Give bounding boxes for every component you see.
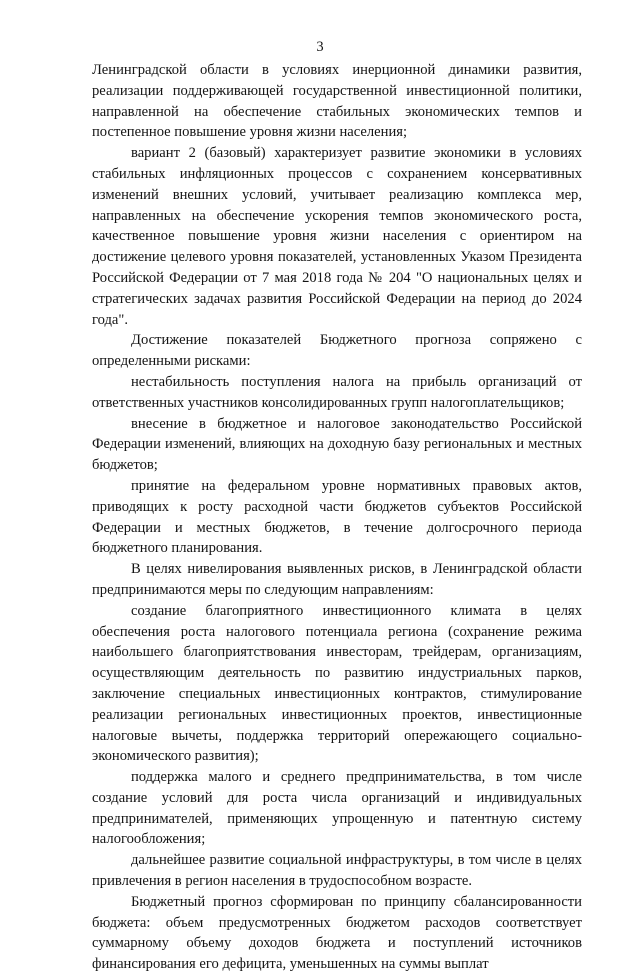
- paragraph: нестабильность поступления налога на прибыль организаций от ответственных участников консолидированных групп налогоплательщиков;: [92, 373, 582, 411]
- paragraph: поддержка малого и среднего предпринимательства, в том числе создание условий для роста числа организаций и индивидуальных предпринимателей, применяющих упрощенную и патентную систему налогообложения;: [92, 769, 582, 848]
- paragraph: Ленинградской области в условиях инерционной динамики развития, реализации поддерживающей государственной инвестиционной политики, направленной на обеспечение стабильных экономических темпов и постепенное повышение уровня жизни населения;: [92, 62, 582, 141]
- paragraph: принятие на федеральном уровне нормативных правовых актов, приводящих к росту расходной части бюджетов субъектов Российской Федерации и местных бюджетов, в течение долгосрочного периода бюджетного планирования.: [92, 477, 582, 557]
- paragraph: Достижение показателей Бюджетного прогноза сопряжено с определенными рисками:: [92, 332, 582, 370]
- paragraph: создание благоприятного инвестиционного климата в целях обеспечения роста налогового потенциала региона (сохранение режима наибольшего благоприятствования инвесторам, трейдерам, организациям, осуществляющим деятельность по развитию индустриальных парков, заключение специальных инвестиционных контрактов, стимулирование реализации региональных инвестиционных проектов, инвестиционные налоговые вычеты, поддержка территорий опережающего социально-экономического развития);: [92, 602, 582, 765]
- paragraph: Бюджетный прогноз сформирован по принципу сбалансированности бюджета: объем предусмотренных бюджетом расходов соответствует суммарному объему доходов бюджета и поступлений источников финансирования его дефицита, уменьшенных на суммы выплат: [92, 893, 582, 973]
- paragraph: внесение в бюджетное и налоговое законодательство Российской Федерации изменений, влияющих на доходную базу региональных и местных бюджетов;: [92, 415, 582, 474]
- paragraph: вариант 2 (базовый) характеризует развитие экономики в условиях стабильных инфляционных процессов с сохранением консервативных изменений внешних условий, учитывает реализацию комплекса мер, направленных на обеспечение ускорения темпов экономического роста, качественное повышение уровня жизни населения с ориентиром на достижение целевого уровня показателей, установленных Указом Президента Российской Федерации от 7 мая 2018 года № 204 "О национальных целях и стратегических задачах развития Российской Федерации на период до 2024 года".: [92, 145, 582, 328]
- paragraph: В целях нивелирования выявленных рисков, в Ленинградской области предпринимаются меры по следующим направлениям:: [92, 561, 582, 598]
- paragraph: дальнейшее развитие социальной инфраструктуры, в том числе в целях привлечения в регион населения в трудоспособном возрасте.: [92, 852, 582, 890]
- document-body: [92, 60, 582, 975]
- page-number: 3: [316, 39, 324, 55]
